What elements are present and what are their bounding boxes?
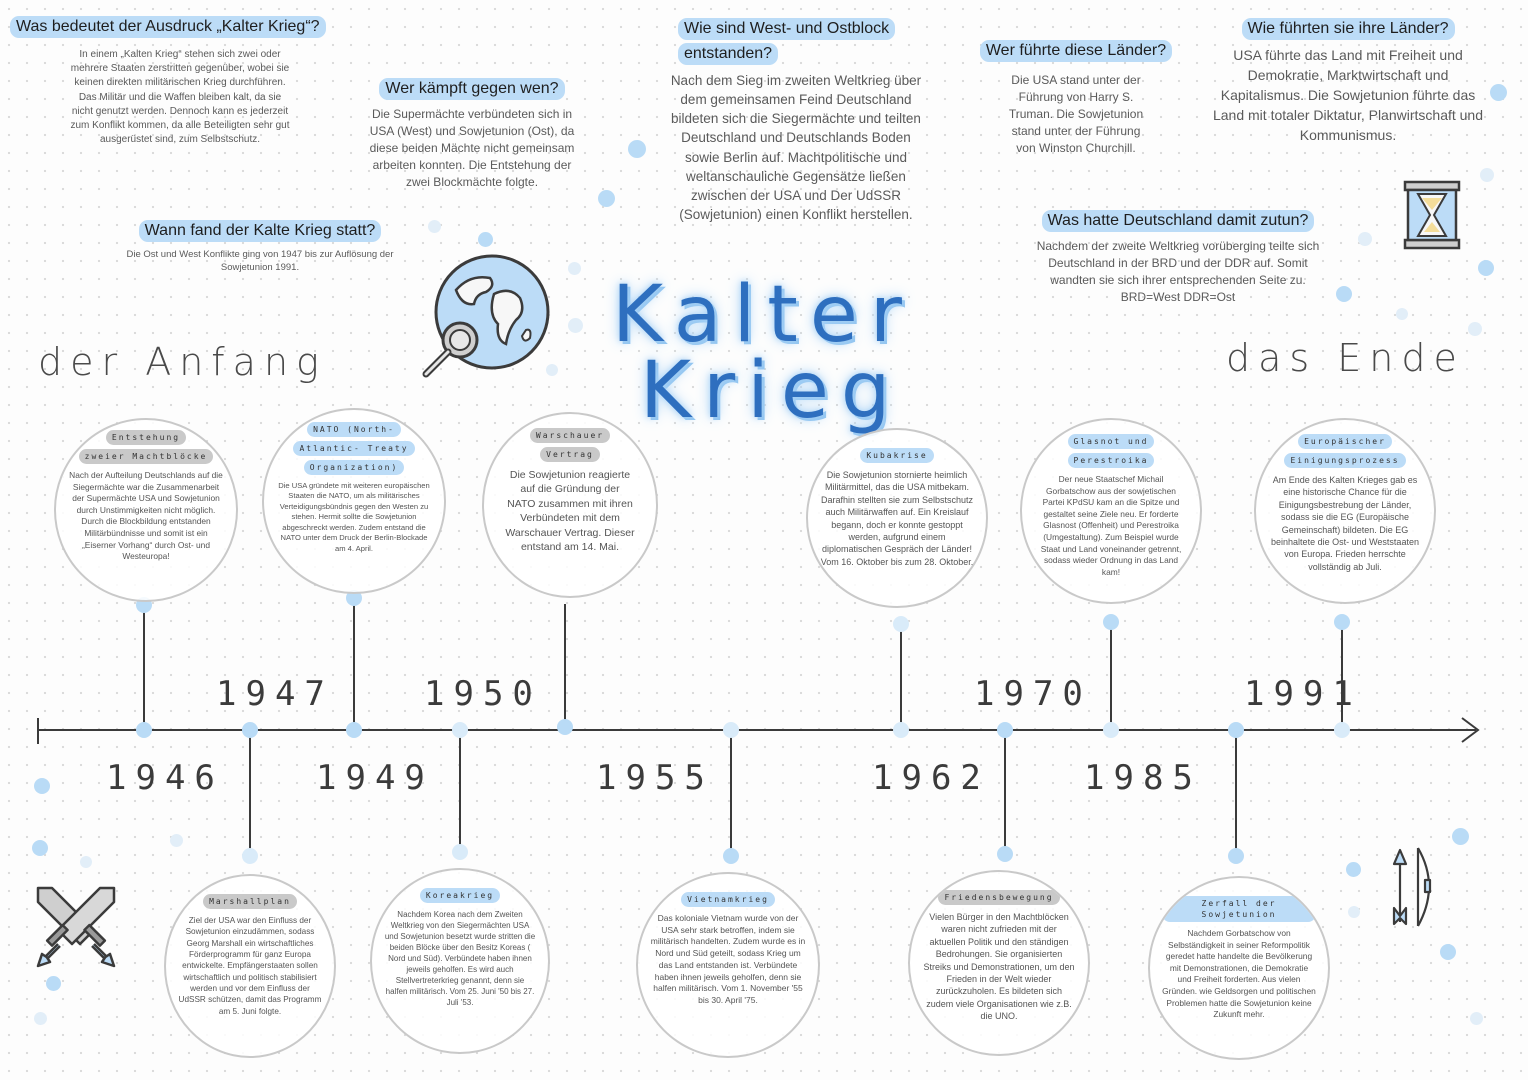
title-line-2: Krieg (640, 346, 903, 436)
year-1985: 1985 (1084, 758, 1202, 798)
event-zerfall-text: Nachdem Gorbatschow von Selbständigkeit in seiner Reformpolitik geredet hatte handelte die Bevölkerung mit Demonstrationen, die Demokratie und Freiheit forderten. Aus vielen Gründen. wie Geldsorgen und politischen Problemen hatte die Sowjetunion keine Zukunft mehr. (1162, 928, 1316, 1020)
event-entstehung-text: Nach der Aufteilung Deutschlands auf die Siegermächte war die Zusammenarbeit der Supermächte USA und Sowjetunion durch Unstimmigkeiten nicht möglich. Durch die Blockbildung entstanden Militärbündnisse und somit ist ein „Eiserner Vorhang“ durch Ost- und Westeuropa! (69, 470, 223, 562)
event-glasnost-title-2: Perestroika (1068, 453, 1155, 468)
year-1991: 1991 (1244, 674, 1362, 714)
event-warschauer-title-2: Vertrag (540, 447, 600, 462)
event-kubakrise-title: Kubakrise (860, 448, 933, 463)
question-wann-text: Die Ost und West Konflikte ging von 1947 bis zur Auflösung der Sowjetunion 1991. (126, 249, 394, 274)
event-vietnamkrieg-text: Das koloniale Vietnam wurde von der USA sehr stark betroffen, indem sie militärisch handelten. Zudem wurde es in Nord und Süd geteilt, sodass Krieg um das Land entstanden ist. Verbündete haben ihnen jeweils geholfen, denn sie halfen militärisch. Vom 1. November '55 bis 30. April '75. (650, 913, 806, 1006)
year-1947: 1947 (216, 674, 334, 714)
event-friedensbewegung (908, 870, 1090, 1056)
event-nato (262, 408, 446, 594)
event-nato-title-3: Organization) (304, 460, 405, 475)
event-warschauer-text: Die Sowjetunion reagierte auf die Gründung der NATO zusammen mit ihren Verbündeten mit dem Warschauer Vertrag. Dieser entstand am 14. Mai. (505, 469, 635, 554)
event-entstehung-title-1: Entstehung (106, 430, 186, 445)
question-entstanden-title-1: Wie sind West- und Ostblock (678, 18, 895, 40)
swords-icon (32, 884, 120, 972)
event-nato-title-1: NATO (North- (307, 422, 401, 437)
event-vietnamkrieg-title: Vietnamkrieg (681, 892, 775, 907)
question-ausdruck-text: In einem „Kalten Krieg“ stehen sich zwei oder mehrere Staaten zerstritten gegenüber, wobei sie keinen direkten militärischen Krieg durchführen. Das Militär und die Waffen bleiben kalt, da sie nicht genutzt werden. Dennoch kann es jederzeit zum Konflikt kommen, da alle Beteiligten sehr gut ausgerüstet sind, zum Selbstschutz. (70, 49, 290, 146)
year-1950: 1950 (424, 674, 542, 714)
event-marshallplan-text: Ziel der USA war den Einfluss der Sowjetunion einzudämmen, sodass Georg Marshall ein wirtschaftliches Förderprogramm für ganz Europa entwickelte. Empfängerstaaten sollen wirtschaftlich und politisch stabilisiert werden und vor dem Einfluss der UdSSR schützen, damit das Programm am 5. Juni folgte. (178, 916, 322, 1016)
event-warschauer-vertrag (482, 412, 658, 598)
event-einigungsprozess-title-1: Europäischer (1298, 434, 1392, 449)
event-koreakrieg-title: Koreakrieg (420, 888, 500, 903)
event-friedensbewegung-text: Vielen Bürger in den Machtblöcken waren nicht zufrieden mit der aktuellen Politik und den ständigen Bedrohungen. Sie organisierten Streiks und Demonstrationen, um den Frieden in der Welt wieder zurückzuholen. Es bildeten sich zudem viele Organisationen wie z.B. die UNO. (923, 912, 1075, 1022)
event-kubakrise-text: Die Sowjetunion stornierte heimlich Militärmittel, das die USA mitbekam. Darafhin stellten sie zum Selbstschutz auch Militärwaffen auf. Ein Kreislauf begann, doch er konnte gestoppt werden, aufgrund einem diplomatischen Gespräch der Länder! Vom 16. Oktober bis zum 28. Oktober. (820, 470, 974, 567)
question-wie-fuehrten-text: USA führte das Land mit Freiheit und Demokratie, Marktwirtschaft und Kapitalismus. Die Sowjetunion führte das Land mit totaler Diktatur, Planwirtschaft und Kommunismus. (1212, 47, 1484, 143)
event-glasnost-title-1: Glasnot und (1068, 434, 1155, 449)
event-friedensbewegung-title: Friedensbewegung (938, 890, 1059, 905)
event-entstehung (54, 418, 238, 602)
event-zerfall-title: Zerfall der Sowjetunion (1162, 896, 1316, 922)
event-einigungsprozess-text: Am Ende des Kalten Krieges gab es eine historische Chance für die Einigungsbestrebung der Länder, sodass sie die EG (Europäische Gemeinschaft) bildeten. Die EG beinhaltete die Ost- und Weststaaten von Europa. Frieden herrschte vollständig ab Juli. (1271, 475, 1419, 572)
event-warschauer-title-1: Warschauer (530, 428, 610, 443)
period-start: der Anfang (38, 340, 327, 384)
year-1962: 1962 (872, 758, 990, 798)
event-kubakrise (806, 428, 988, 608)
event-einigungsprozess-title-2: Einigungsprozess (1284, 453, 1405, 468)
event-marshallplan (164, 874, 336, 1058)
question-deutschland-text: Nachdem der zweite Weltkrieg vorüberging teilte sich Deutschland in der BRD und der DDR auf. Somit wandten sie sich ihrer entsprechenden Seite zu. BRD=West DDR=Ost (1036, 239, 1320, 305)
period-end: das Ende (1226, 336, 1465, 380)
event-glasnost-text: Der neue Staatschef Michail Gorbatschow aus der sowjetischen Partei KPdSU kam an die Spitze und gestaltet seine Ziele neu. Er forderte Glasnost (Offenheit) und Perestroika (Umgestaltung). Zum Beispiel wurde Staat und Land voneinander getrennt, sodass wieder Ordnung in das Land kam! (1040, 474, 1182, 577)
event-zerfall-sowjetunion (1148, 876, 1330, 1060)
year-1949: 1949 (316, 758, 434, 798)
question-wie-fuehrten-title: Wie führten sie ihre Länder? (1242, 18, 1455, 40)
question-wer-fuehrte-title: Wer führte diese Länder? (980, 40, 1172, 62)
year-1955: 1955 (596, 758, 714, 798)
year-1970: 1970 (974, 674, 1092, 714)
question-ausdruck-title: Was bedeutet der Ausdruck „Kalter Krieg“? (10, 16, 326, 38)
question-wer-fuehrte-text: Die USA stand unter der Führung von Harry S. Truman. Die Sowjetunion stand unter der Führung von Winston Churchill. (1008, 73, 1144, 156)
event-marshallplan-title: Marshallplan (203, 894, 297, 909)
event-entstehung-title-2: zweier Machtblöcke (79, 449, 214, 464)
event-koreakrieg (370, 868, 550, 1054)
question-wer-kaempft-title: Wer kämpft gegen wen? (379, 78, 564, 100)
event-glasnost (1020, 418, 1202, 604)
question-entstanden-text: Nach dem Sieg im zweiten Weltkrieg über dem gemeinsamen Feind Deutschland bildeten sich die Siegermächte und teilten Deutschland und Deutschlands Boden sowie Berlin auf. Machtpolitische und weltanschauliche Gegensätze ließen zwischen der USA und Der UdSSR (Sowjetunion) einen Konflikt herstellen. (670, 73, 922, 223)
event-nato-text: Die USA gründete mit weiteren europäischen Staaten die NATO, um als militärisches Verteidigungsbündnis gegen den Westen zu stehen. Hermit sollte die Sowjetunion abgeschreckt werden. Zudem entstand die NATO unter dem Druck der Berlin-Blockade am 4. April. (278, 481, 430, 553)
event-vietnamkrieg (636, 872, 820, 1058)
question-wer-kaempft-text: Die Supermächte verbündeten sich in USA (West) und Sowjetunion (Ost), da diese beiden Mächte nicht gemeinsam arbeiten konnten. Die Entstehung der zwei Blockmächte folgte. (369, 107, 575, 190)
title-line-1: Kalter (612, 270, 914, 360)
bow-arrow-icon (1388, 844, 1442, 928)
event-koreakrieg-text: Nachdem Korea nach dem Zweiten Weltkrieg von den Siegermächten USA und Sowjetunion besetzt wurde stritten die beiden Blöcke über den Besitz Koreas ( Nord und Süd). Verbündete haben ihnen jeweils geholfen. Es wird auch Stellvertreterkrieg genannt, denn sie halfen militärisch. Vom 25. Juni '50 bis 27. Juli '53. (384, 910, 536, 1008)
question-entstanden-title-2: entstanden? (678, 43, 778, 65)
event-nato-title-2: Atlantic- Treaty (293, 441, 414, 456)
event-einigungsprozess (1254, 418, 1436, 604)
question-wann-title: Wann fand der Kalte Krieg statt? (139, 220, 382, 242)
question-deutschland-title: Was hatte Deutschland damit zutun? (1042, 210, 1315, 232)
year-1946: 1946 (106, 758, 224, 798)
